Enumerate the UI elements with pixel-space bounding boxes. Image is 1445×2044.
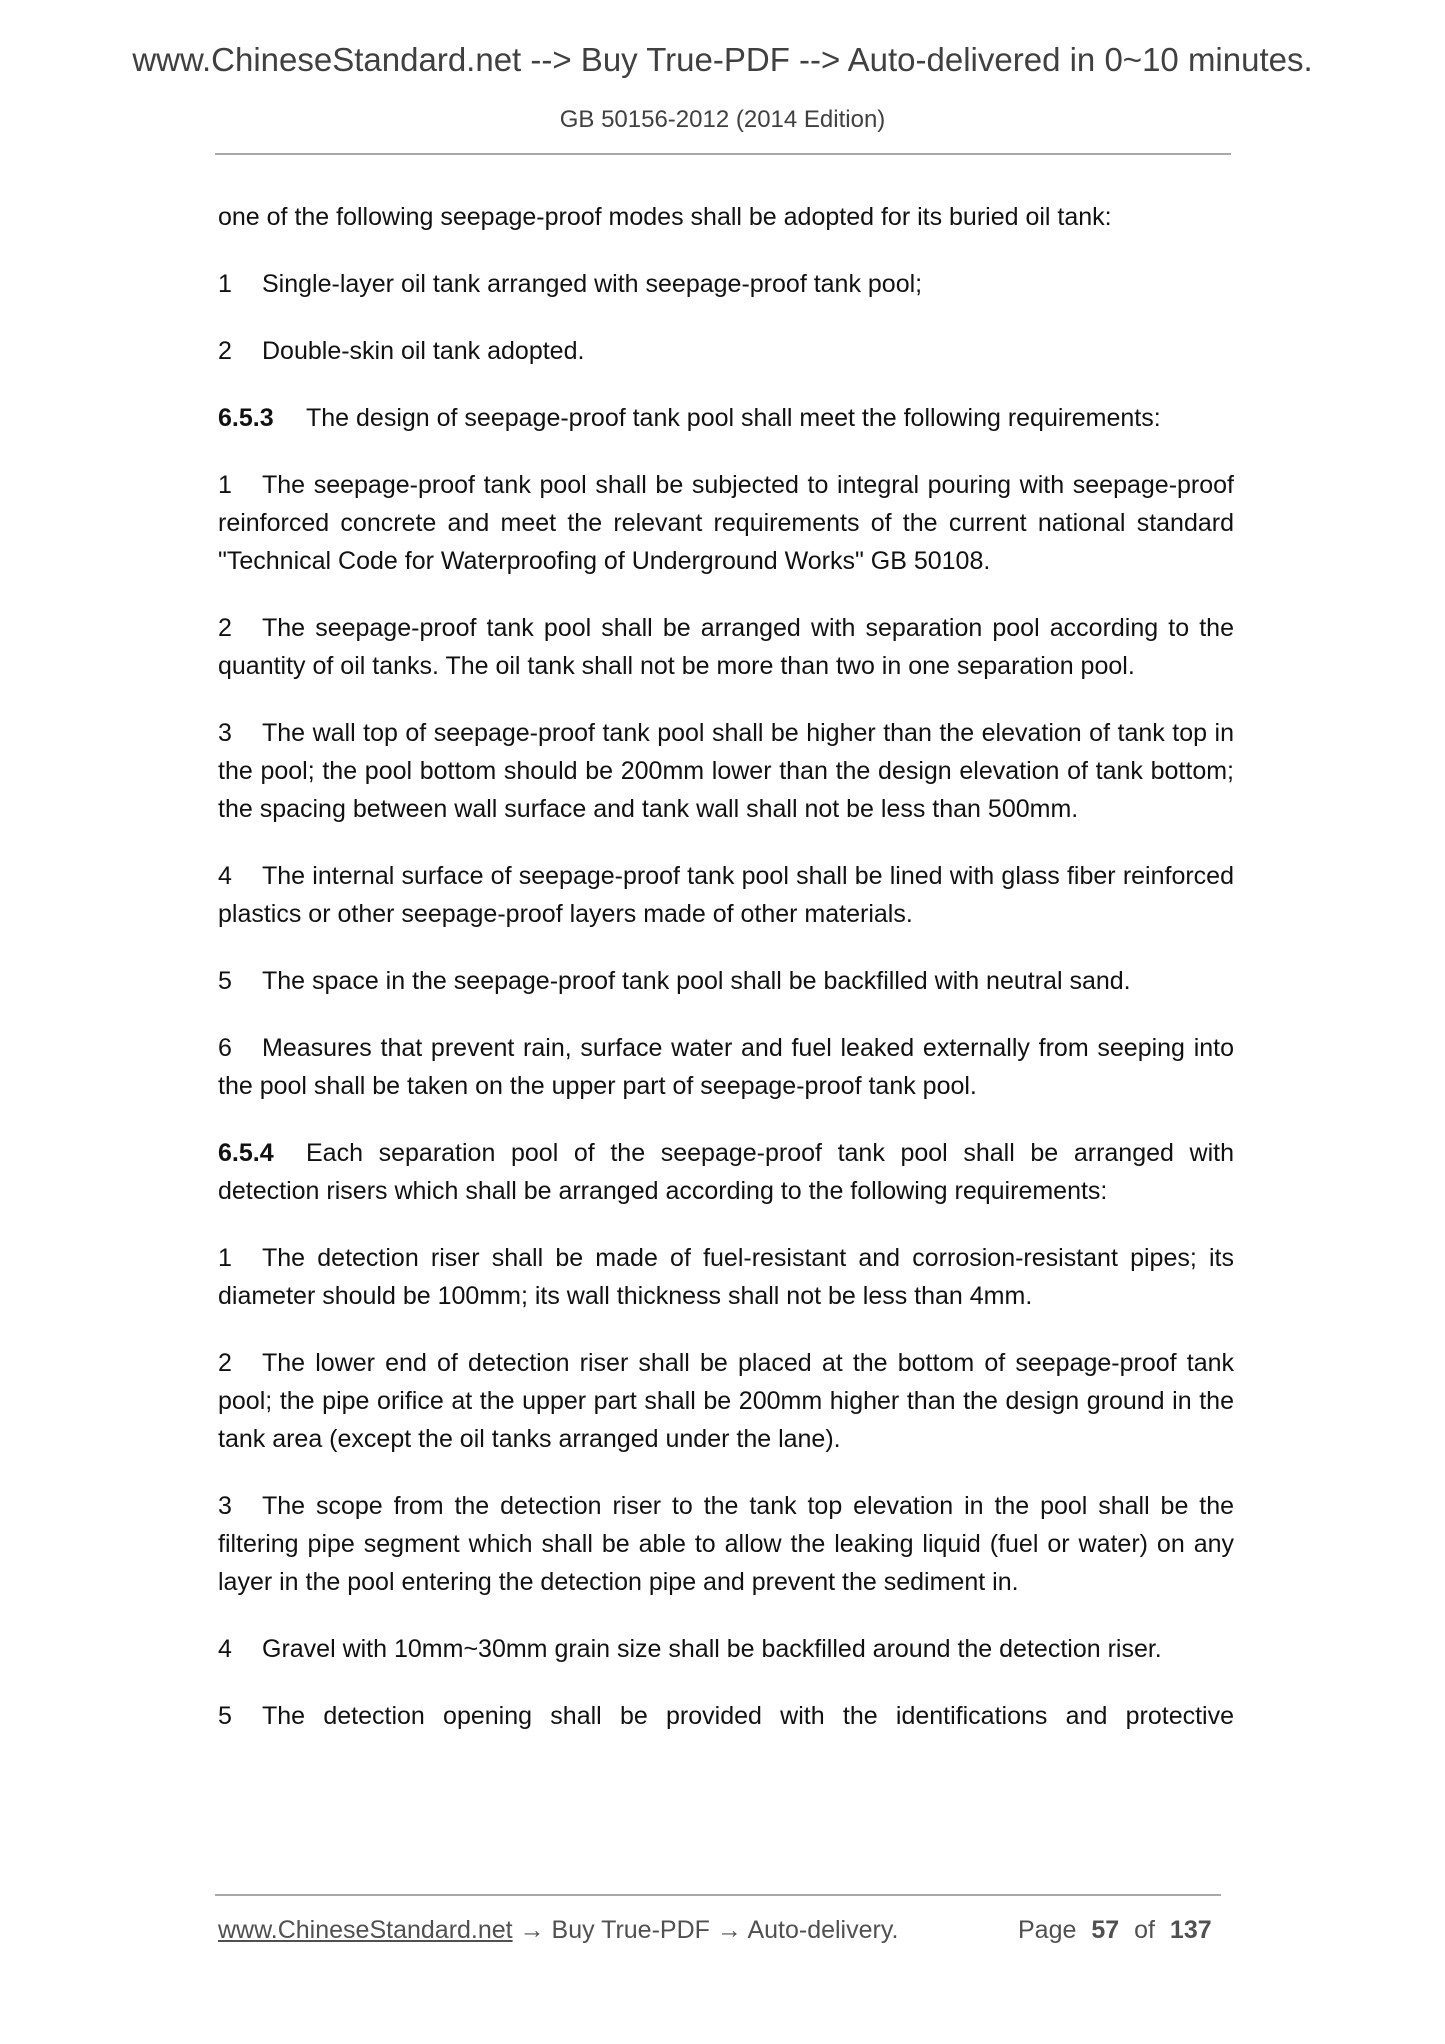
footer-divider <box>215 1894 1221 1896</box>
clause-number: 6.5.3 <box>218 404 274 432</box>
item-number: 6 <box>218 1034 232 1062</box>
list-item <box>218 1487 1234 1601</box>
document-body <box>218 198 1234 1764</box>
delivery-text: Auto-delivery. <box>747 1916 899 1944</box>
item-number: 3 <box>218 1492 232 1520</box>
item-number: 2 <box>218 614 232 642</box>
item-number: 2 <box>218 337 232 365</box>
clause-text: Each separation pool of the seepage-proof tank pool shall be arranged with detection risers which shall be arranged according to the following requirements: <box>218 1139 1234 1205</box>
page-label: Page <box>1018 1916 1077 1944</box>
list-item <box>218 1630 1234 1668</box>
page-current: 57 <box>1091 1916 1120 1944</box>
item-text: The scope from the detection riser to the tank top elevation in the pool shall be the filtering pipe segment which shall be able to allow the leaking liquid (fuel or water) on any layer in the pool entering the detection pipe and prevent the sediment in. <box>218 1492 1234 1596</box>
item-number: 3 <box>218 719 232 747</box>
item-text: Single-layer oil tank arranged with seepage-proof tank pool; <box>262 270 923 298</box>
of-label: of <box>1134 1916 1155 1944</box>
item-text: The seepage-proof tank pool shall be arranged with separation pool according to the quantity of oil tanks. The oil tank shall not be more than two in one separation pool. <box>218 614 1234 680</box>
list-item <box>218 609 1234 685</box>
item-text: The space in the seepage-proof tank pool shall be backfilled with neutral sand. <box>262 967 1131 995</box>
item-text: Double-skin oil tank adopted. <box>262 337 585 365</box>
item-number: 5 <box>218 1702 232 1730</box>
item-number: 1 <box>218 471 232 499</box>
item-text: The internal surface of seepage-proof tank pool shall be lined with glass fiber reinforced plastics or other seepage-proof layers made of other materials. <box>218 862 1234 928</box>
list-item <box>218 265 1234 303</box>
item-text: The seepage-proof tank pool shall be subjected to integral pouring with seepage-proof reinforced concrete and meet the relevant requirements of the current national standard "Technical Code for Waterproofing of Underground Works" GB 50108. <box>218 471 1234 575</box>
clause-number: 6.5.4 <box>218 1139 274 1167</box>
list-item <box>218 962 1234 1000</box>
buy-text: Buy True-PDF <box>551 1916 710 1944</box>
item-number: 5 <box>218 967 232 995</box>
item-number: 4 <box>218 1635 232 1663</box>
footer-promo <box>218 1914 898 1946</box>
page-indicator <box>1018 1914 1212 1946</box>
arrow-icon: → <box>716 1916 742 1944</box>
item-number: 1 <box>218 1244 232 1272</box>
header-title: www.ChineseStandard.net --> Buy True-PDF --> Auto-delivered in 0~10 minutes. <box>132 41 1313 78</box>
list-item <box>218 1344 1234 1458</box>
clause-heading <box>218 399 1234 437</box>
item-number: 2 <box>218 1349 232 1377</box>
document-code: GB 50156-2012 (2014 Edition) <box>559 106 886 133</box>
list-item <box>218 466 1234 580</box>
continued-paragraph <box>218 198 1234 236</box>
header-divider <box>215 153 1231 155</box>
list-item <box>218 1697 1234 1735</box>
item-text: Measures that prevent rain, surface water and fuel leaked externally from seeping into the pool shall be taken on the upper part of seepage-proof tank pool. <box>218 1034 1234 1100</box>
item-text: The wall top of seepage-proof tank pool shall be higher than the elevation of tank top in the pool; the pool bottom should be 200mm lower than the design elevation of tank bottom; the spacing between wall surface and tank wall shall not be less than 500mm. <box>218 719 1234 823</box>
list-item <box>218 332 1234 370</box>
site-link[interactable]: www.ChineseStandard.net <box>218 1916 513 1944</box>
item-number: 1 <box>218 270 232 298</box>
clause-text: The design of seepage-proof tank pool shall meet the following requirements: <box>306 404 1161 432</box>
list-item <box>218 1239 1234 1315</box>
list-item <box>218 857 1234 933</box>
list-item <box>218 714 1234 828</box>
item-text: The detection riser shall be made of fuel-resistant and corrosion-resistant pipes; its diameter should be 100mm; its wall thickness shall not be less than 4mm. <box>218 1244 1234 1310</box>
item-text: The detection opening shall be provided with the identifications and protective <box>262 1702 1234 1730</box>
arrow-icon: → <box>519 1916 545 1944</box>
page-total: 137 <box>1169 1916 1212 1944</box>
clause-heading <box>218 1134 1234 1210</box>
paragraph-text: one of the following seepage-proof modes shall be adopted for its buried oil tank: <box>218 203 1112 231</box>
list-item <box>218 1029 1234 1105</box>
item-text: Gravel with 10mm~30mm grain size shall be backfilled around the detection riser. <box>262 1635 1162 1663</box>
item-number: 4 <box>218 862 232 890</box>
item-text: The lower end of detection riser shall be placed at the bottom of seepage-proof tank pool; the pipe orifice at the upper part shall be 200mm higher than the design ground in the tank area (except the oil tanks arranged under the lane). <box>218 1349 1234 1453</box>
